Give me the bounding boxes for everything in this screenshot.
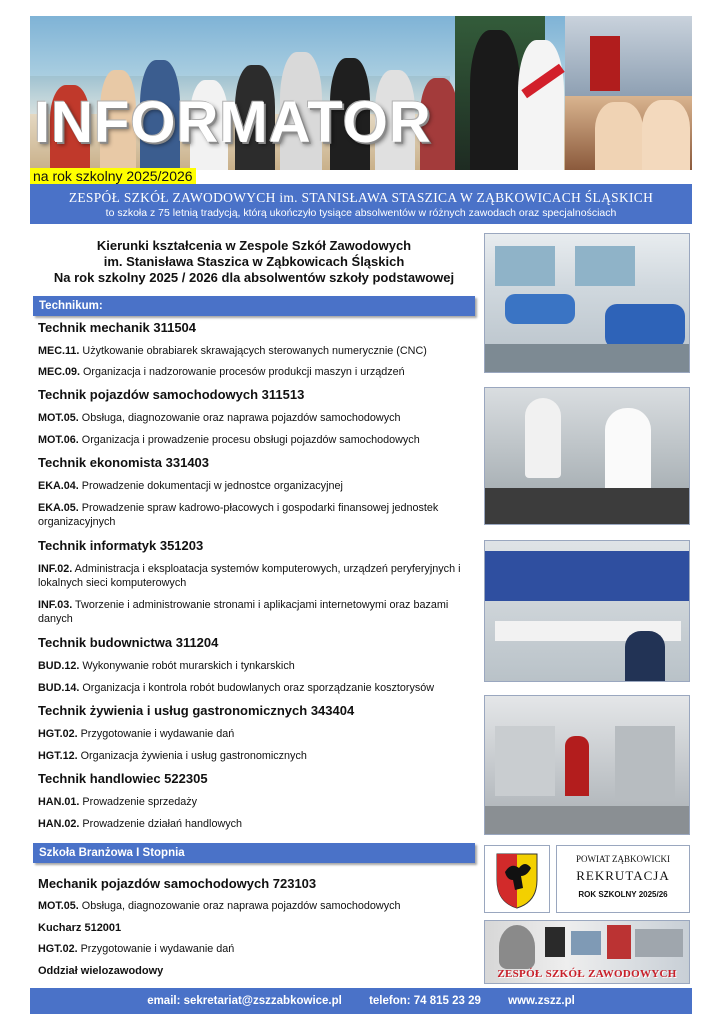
qualification-code: HAN.02. (38, 818, 80, 830)
school-band (30, 184, 692, 224)
qualification-text: Przygotowanie i wydawanie dań (77, 728, 235, 740)
photo-computer-lab (484, 540, 690, 682)
recruitment-title: REKRUTACJA (576, 868, 670, 883)
intro-line-2: im. Stanisława Staszica w Ząbkowicach Śląskich (103, 254, 405, 269)
qualification-item (38, 344, 483, 358)
qualification-text: Organizacja i nadzorowanie procesów produkcji maszyn i urządzeń (80, 366, 405, 378)
qualification-code: MOT.05. (38, 900, 79, 912)
school-name: ZESPÓŁ SZKÓŁ ZAWODOWYCH im. STANISŁAWA STASZICA W ZĄBKOWICACH ŚLĄSKICH (68, 190, 654, 205)
school-banner-image (484, 920, 690, 984)
portrait-illustration (499, 925, 535, 969)
qualification-code: INF.03. (38, 599, 73, 611)
qualification-item (38, 501, 483, 529)
school-banner-text: ZESPÓŁ SZKÓŁ ZAWODOWYCH (497, 968, 677, 980)
profession-title: Technik ekonomista 331403 (38, 455, 210, 470)
qualification-code: BUD.12. (38, 660, 80, 672)
qualification-code: MEC.11. (38, 345, 80, 357)
qualification-item (38, 365, 483, 379)
coat-of-arms-icon (485, 846, 549, 912)
profession-title: Technik mechanik 311504 (38, 320, 197, 335)
profession-title: Technik żywienia i usług gastronomicznych 343404 (38, 703, 355, 718)
footer-email[interactable]: email: sekretariat@zszzabkowice.pl (147, 995, 342, 1007)
qualification-item (38, 727, 483, 741)
qualification-code: INF.02. (38, 563, 73, 575)
qualification-item (38, 749, 483, 763)
hero-banner (30, 16, 692, 170)
qualification-item (38, 795, 483, 809)
qualification-text: Tworzenie i administrowanie stronami i aplikacjami internetowymi oraz bazami danych (38, 599, 449, 625)
recruitment-box (556, 845, 690, 913)
qualification-code: BUD.14. (38, 682, 80, 694)
photo-kitchen (484, 387, 690, 525)
qualification-item (38, 817, 483, 831)
qualification-code: EKA.05. (38, 502, 79, 514)
qualification-text: Użytkowanie obrabiarek skrawających sterowanych numerycznie (CNC) (79, 345, 427, 357)
qualification-text: Prowadzenie spraw kadrowo-płacowych i gospodarki finansowej jednostek organizacyjnych (38, 502, 439, 528)
footer-phone[interactable]: telefon: 74 815 23 29 (369, 995, 481, 1007)
profession-title: Technik handlowiec 522305 (38, 771, 208, 786)
intro-line-3: Na rok szkolny 2025 / 2026 dla absolwentów szkoły podstawowej (53, 270, 455, 285)
qualification-text: Prowadzenie sprzedaży (79, 796, 198, 808)
qualification-code: MOT.05. (38, 412, 79, 424)
coat-of-arms (484, 845, 550, 913)
profession-title: Mechanik pojazdów samochodowych 723103 (38, 876, 317, 891)
qualification-text: Wykonywanie robót murarskich i tynkarskich (79, 660, 295, 672)
school-year-label: na rok szkolny 2025/2026 (30, 168, 196, 184)
qualification-code: HGT.02. (38, 943, 78, 955)
technikum-heading: Technikum: (33, 296, 475, 316)
photo-cnc-lab (484, 695, 690, 835)
qualification-text: Obsługa, diagnozowanie oraz naprawa pojazdów samochodowych (78, 900, 401, 912)
qualification-code: HAN.01. (38, 796, 80, 808)
qualification-item (38, 598, 483, 626)
intro-heading (30, 238, 478, 286)
profession-title: Technik informatyk 351203 (38, 538, 204, 553)
branzowa-heading: Szkoła Branżowa I Stopnia (33, 843, 475, 863)
qualification-text: Przygotowanie i wydawanie dań (77, 943, 235, 955)
intro-line-1: Kierunki kształcenia w Zespole Szkół Zawodowych (96, 238, 412, 253)
qualification-text: Obsługa, diagnozowanie oraz naprawa pojazdów samochodowych (78, 412, 401, 424)
qualification-text: Prowadzenie działań handlowych (79, 818, 243, 830)
qualification-item (38, 479, 483, 493)
qualification-code: EKA.04. (38, 480, 79, 492)
school-tagline: to szkoła z 75 letnią tradycją, którą ukończyło tysiące absolwentów w różnych zawodach oraz specjalnościach (105, 207, 617, 219)
profession-title: Kucharz 512001 (38, 922, 122, 934)
profession-title: Technik budownictwa 311204 (38, 635, 219, 650)
qualification-item (38, 659, 483, 673)
photo-workshop-cars (484, 233, 690, 373)
qualification-code: HGT.02. (38, 728, 78, 740)
informator-title: INFORMATOR (34, 90, 432, 155)
qualification-code: MEC.09. (38, 366, 81, 378)
qualification-code: MOT.06. (38, 434, 79, 446)
qualification-text: Prowadzenie dokumentacji w jednostce organizacyjnej (78, 480, 343, 492)
profession-title: Oddział wielozawodowy (38, 965, 164, 977)
profession-title: Technik pojazdów samochodowych 311513 (38, 387, 305, 402)
qualification-item (38, 681, 483, 695)
qualification-text: Administracja i eksploatacja systemów komputerowych, urządzeń peryferyjnych i lokalnych sieci komputerowych (38, 563, 461, 589)
qualification-text: Organizacja i prowadzenie procesu obsługi pojazdów samochodowych (78, 434, 420, 446)
contact-footer (30, 988, 692, 1014)
qualification-item (38, 562, 483, 590)
qualification-text: Organizacja i kontrola robót budowlanych oraz sporządzanie kosztorysów (79, 682, 435, 694)
qualification-item (38, 899, 483, 913)
qualification-text: Organizacja żywienia i usług gastronomicznych (77, 750, 307, 762)
qualification-code: HGT.12. (38, 750, 78, 762)
qualification-item (38, 942, 483, 956)
recruitment-county: POWIAT ZĄBKOWICKI (575, 854, 671, 864)
qualification-item (38, 411, 483, 425)
qualification-item (38, 433, 483, 447)
recruitment-year: ROK SZKOLNY 2025/26 (578, 890, 668, 899)
footer-website[interactable]: www.zszz.pl (508, 995, 575, 1007)
